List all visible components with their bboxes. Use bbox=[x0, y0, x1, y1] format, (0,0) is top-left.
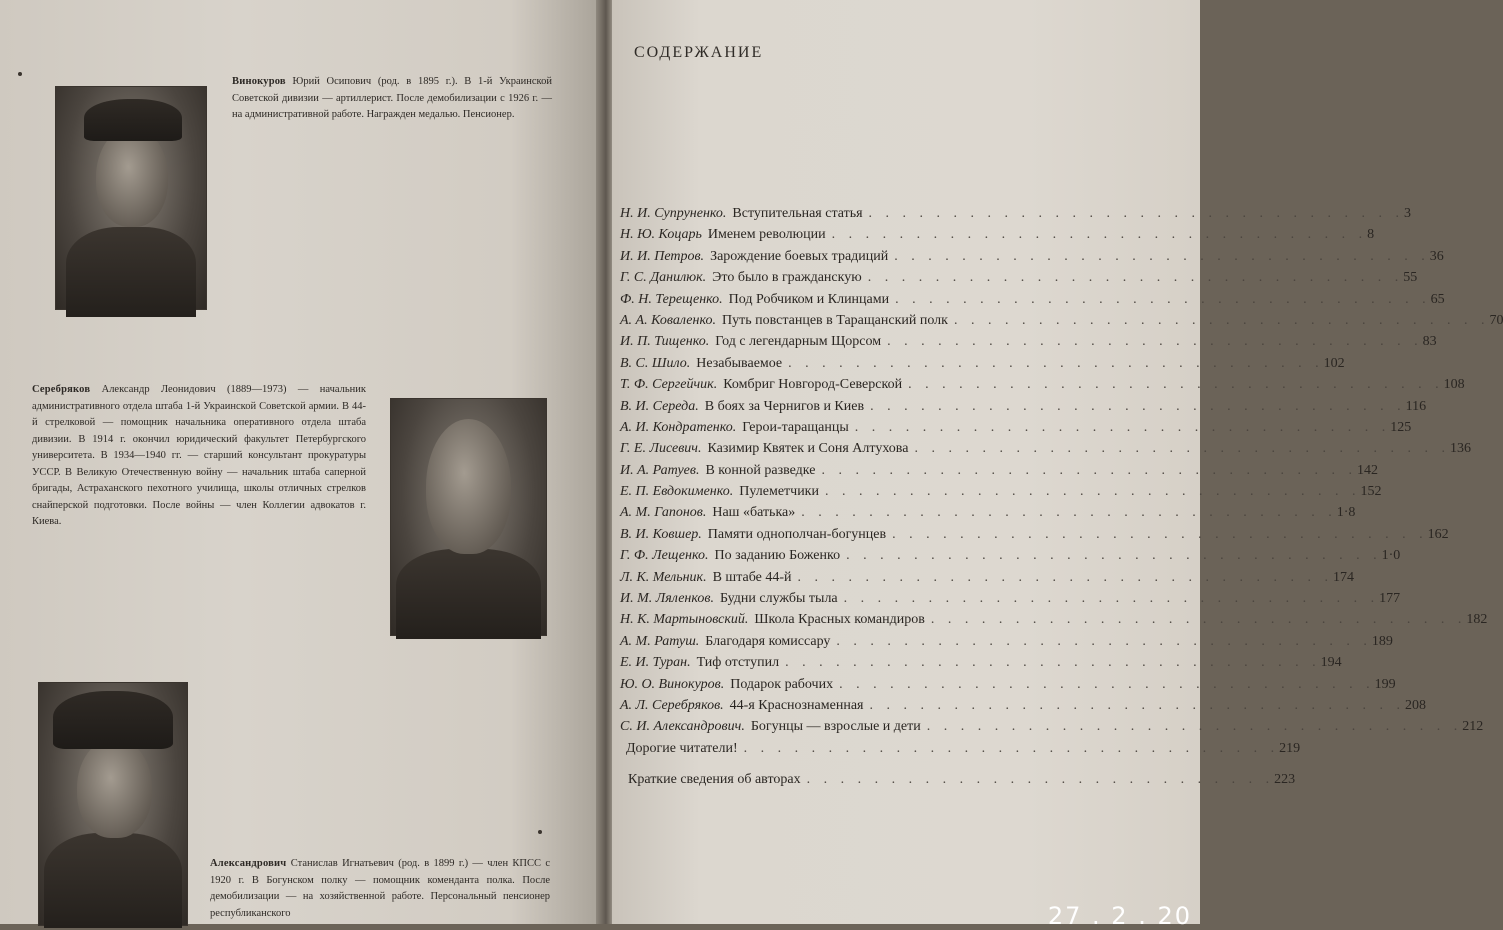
toc-page-number: 212 bbox=[1462, 719, 1484, 735]
toc-author: С. И. Александрович. bbox=[620, 719, 745, 735]
toc-page-number: 142 bbox=[1356, 462, 1378, 478]
toc-title: Герои-таращанцы bbox=[742, 419, 849, 435]
toc-entry bbox=[620, 524, 1449, 545]
toc-title: Зарождение боевых традиций bbox=[710, 248, 889, 264]
toc-page-number: 108 bbox=[1443, 377, 1465, 393]
toc-title: По заданию Боженко bbox=[714, 548, 841, 564]
toc-page-number: 1·8 bbox=[1336, 505, 1356, 521]
toc-entry-authors bbox=[620, 769, 1296, 790]
toc-leader: . . . . . . . . . . . . . . . . . . . . . . . . . . . . . . . . bbox=[846, 548, 1382, 564]
toc-author: Н. И. Супруненко. bbox=[620, 206, 727, 221]
toc-leader: . . . . . . . . . . . . . . . . . . . . . . . . . . . . . . . . bbox=[843, 591, 1380, 607]
toc-author: В. И. Ковшер. bbox=[620, 526, 702, 542]
bio-name: Александрович bbox=[210, 858, 287, 869]
toc-entry bbox=[620, 588, 1401, 609]
toc-title: Именем революции bbox=[707, 227, 826, 243]
toc-title: 44-я Краснознаменная bbox=[729, 697, 864, 713]
toc-page-number: 8 bbox=[1367, 227, 1375, 243]
bio-name: Винокуров bbox=[232, 76, 286, 87]
toc-leader: . . . . . . . . . . . . . . . . . . . . . . . . . . . . . . . . bbox=[743, 740, 1280, 756]
toc-leader: . . . . . . . . . . . . . . . . . . . . . . . . . . . . . . . . bbox=[892, 526, 1428, 542]
toc-entry bbox=[620, 652, 1342, 673]
toc-page-number: 136 bbox=[1449, 441, 1471, 457]
toc-author: Г. Е. Лисевич. bbox=[620, 441, 702, 457]
toc-page-number: 152 bbox=[1360, 484, 1382, 500]
toc-entry bbox=[620, 396, 1427, 417]
toc-entry bbox=[620, 289, 1445, 310]
toc-author: А. Л. Серебряков. bbox=[620, 697, 724, 713]
toc-leader: . . . . . . . . . . . . . . . . . . . . . . . . . . . . . . . . bbox=[821, 462, 1357, 478]
toc-leader: . . . . . . . . . . . . . . . . . . . . . . . . . . . . . . . . bbox=[908, 377, 1444, 393]
bio-name: Серебряков bbox=[32, 384, 91, 395]
toc-title: Дорогие читатели! bbox=[626, 740, 738, 756]
toc-author: Ф. Н. Терещенко. bbox=[620, 291, 723, 307]
toc-leader: . . . . . . . . . . . . . . . . . . . . . . . . . . . . . . . . bbox=[914, 441, 1450, 457]
toc-entry bbox=[620, 246, 1444, 267]
portrait-photo-vinokurov bbox=[55, 86, 207, 310]
toc-title: Вступительная статья bbox=[732, 206, 863, 221]
toc-page-number: 182 bbox=[1466, 612, 1488, 628]
toc-page-number: 177 bbox=[1379, 591, 1401, 607]
toc-title: Памяти однополчан-богунцев bbox=[707, 526, 887, 542]
toc-entry bbox=[620, 716, 1484, 737]
toc-page-number: 36 bbox=[1429, 248, 1444, 264]
bio-text: Александр Леонидович (1889—1973) — начальник административного отдела штаба 1-й Украинской Советской армии. В 44-й стрелковой — помощник начальника оперативного отдела штаба дивизии. В 1914 г. окончил юридический факультет Петербургского университета. В 1934—1940 гг. — старший консультант прокуратуры УССР. В Великую Отечественную войну — начальник штаба саперной бригады, Астраханского пехотного училища, школы отличных стрелков снайперской подготовки. После войны — член Коллегии адвокатов г. Киева. bbox=[32, 384, 367, 527]
toc-author: А. М. Гапонов. bbox=[620, 505, 707, 521]
toc-author: Н. Ю. Коцарь bbox=[620, 227, 702, 243]
toc-title: Комбриг Новгород-Северской bbox=[723, 377, 903, 393]
toc-entry bbox=[620, 417, 1412, 438]
toc-page-number: 3 bbox=[1404, 206, 1412, 221]
toc-author: Н. К. Мартыновский. bbox=[620, 612, 749, 628]
toc-title: Краткие сведения об авторах bbox=[628, 772, 801, 788]
toc-author: И. И. Петров. bbox=[620, 248, 705, 264]
toc-entry bbox=[620, 353, 1345, 374]
toc-title: Наш «батька» bbox=[712, 505, 796, 521]
toc-title: Под Робчиком и Клинцами bbox=[728, 291, 890, 307]
toc-author: А. А. Коваленко. bbox=[620, 312, 716, 328]
toc-leader: . . . . . . . . . . . . . . . . . . . . . . . . . . . . . . . . bbox=[836, 633, 1372, 649]
toc-page-number: 125 bbox=[1390, 419, 1412, 435]
toc-title: Это было в гражданскую bbox=[712, 270, 862, 286]
toc-leader: . . . . . . . . . . . . . . . . . . . . . . . . . . . . . . . . bbox=[953, 312, 1490, 328]
toc-leader: . . . . . . . . . . . . . . . . . . . . . . . . . . . . . . . . bbox=[797, 569, 1334, 585]
toc-page-number: 102 bbox=[1323, 355, 1345, 371]
toc-title: В боях за Чернигов и Киев bbox=[704, 398, 865, 414]
toc-title: Будни службы тыла bbox=[719, 591, 838, 607]
toc-author: Л. К. Мельник. bbox=[620, 569, 707, 585]
toc-page-number: 55 bbox=[1403, 270, 1418, 286]
bio-aleksandrovich bbox=[210, 856, 550, 922]
toc-leader: . . . . . . . . . . . . . . . . . . . . . . . . . . . . bbox=[806, 772, 1275, 788]
toc-entry bbox=[620, 224, 1375, 245]
portrait-photo-aleksandrovich bbox=[38, 682, 188, 926]
toc-page-number: 83 bbox=[1422, 334, 1437, 350]
toc-title: Год с легендарным Щорсом bbox=[715, 334, 882, 350]
toc-author: Е. И. Туран. bbox=[620, 655, 691, 671]
toc-leader: . . . . . . . . . . . . . . . . . . . . . . . . . . . . . . . . bbox=[887, 334, 1423, 350]
toc-leader: . . . . . . . . . . . . . . . . . . . . . . . . . . . . . . . . bbox=[867, 270, 1404, 286]
page-speck bbox=[538, 830, 542, 834]
toc-leader: . . . . . . . . . . . . . . . . . . . . . . . . . . . . . . . . bbox=[801, 505, 1337, 521]
toc-author: В. И. Середа. bbox=[620, 398, 699, 414]
right-page bbox=[612, 0, 1503, 930]
toc-author: Г. С. Данилюк. bbox=[620, 270, 707, 286]
toc-title: Благодаря комиссару bbox=[705, 633, 831, 649]
toc-title: Тиф отступил bbox=[696, 655, 780, 671]
toc-leader: . . . . . . . . . . . . . . . . . . . . . . . . . . . . . . . . bbox=[788, 355, 1324, 371]
toc-page-number: 223 bbox=[1274, 772, 1296, 788]
toc-leader: . . . . . . . . . . . . . . . . . . . . . . . . . . . . . . . . bbox=[785, 655, 1321, 671]
toc-leader: . . . . . . . . . . . . . . . . . . . . . . . . . . . . . . . . bbox=[831, 227, 1368, 243]
toc-page-number: 194 bbox=[1320, 655, 1342, 671]
toc-title: Путь повстанцев в Таращанский полк bbox=[721, 312, 948, 328]
toc-leader: . . . . . . . . . . . . . . . . . . . . . . . . . . . . . . . . bbox=[869, 697, 1405, 713]
toc-author: Г. Ф. Лещенко. bbox=[620, 548, 709, 564]
toc-author: Е. П. Евдокименко. bbox=[620, 484, 734, 500]
toc-title: Незабываемое bbox=[696, 355, 783, 371]
toc-page-number: 162 bbox=[1427, 526, 1449, 542]
toc-title: Школа Красных командиров bbox=[754, 612, 925, 628]
toc-leader: . . . . . . . . . . . . . . . . . . . . . . . . . . . . . . . . bbox=[894, 248, 1430, 264]
bio-text: Юрий Осипович (род. в 1895 г.). В 1-й Украинской Советской дивизии — артиллерист. После демобилизации с 1926 г. — на административной работе. Награжден медалью. Пенсионер. bbox=[232, 76, 552, 120]
toc-page-number: 65 bbox=[1430, 291, 1445, 307]
toc-author: Т. Ф. Сергейчик. bbox=[620, 377, 718, 393]
toc-page-number: 70 bbox=[1489, 312, 1503, 328]
bio-serebryakov bbox=[32, 382, 366, 531]
bio-text: Станислав Игнатьевич (род. в 1899 г.) — член КПСС с 1920 г. В Богунском полку — помощник коменданта полка. После демобилизации — на хозяйственной работе. Персональный пенсионер республиканского bbox=[210, 858, 550, 919]
toc-author: А. И. Кондратенко. bbox=[620, 419, 737, 435]
page-speck bbox=[18, 72, 22, 76]
toc-entry bbox=[620, 567, 1355, 588]
toc-title: Казимир Квятек и Соня Алтухова bbox=[707, 441, 909, 457]
toc-leader: . . . . . . . . . . . . . . . . . . . . . . . . . . . . . . . . bbox=[839, 676, 1375, 692]
left-page bbox=[0, 0, 600, 924]
toc-entry bbox=[620, 374, 1465, 395]
toc-entry bbox=[620, 545, 1401, 566]
toc-page-number: 199 bbox=[1374, 676, 1396, 692]
toc-entry bbox=[620, 609, 1488, 630]
toc-page-number: 1·0 bbox=[1381, 548, 1401, 564]
toc-leader: . . . . . . . . . . . . . . . . . . . . . . . . . . . . . . . . bbox=[870, 398, 1406, 414]
toc-author: И. А. Ратуев. bbox=[620, 462, 700, 478]
toc-entry bbox=[620, 695, 1426, 716]
toc-entry bbox=[620, 438, 1471, 459]
toc-title: Подарок рабочих bbox=[730, 676, 834, 692]
toc-author: Ю. О. Винокуров. bbox=[620, 676, 725, 692]
toc-page-number: 116 bbox=[1405, 398, 1427, 414]
date-stamp: 27 . 2 . 20 bbox=[1047, 902, 1192, 930]
toc-title: Пулеметчики bbox=[739, 484, 819, 500]
toc-entry bbox=[620, 267, 1418, 288]
toc-leader: . . . . . . . . . . . . . . . . . . . . . . . . . . . . . . . . bbox=[868, 206, 1405, 221]
toc-entry bbox=[620, 738, 1301, 759]
toc-author: В. С. Шило. bbox=[620, 355, 691, 371]
toc-leader: . . . . . . . . . . . . . . . . . . . . . . . . . . . . . . . . bbox=[824, 484, 1361, 500]
toc-entry bbox=[620, 460, 1378, 481]
toc-page-number: 219 bbox=[1279, 740, 1301, 756]
toc-page-number: 174 bbox=[1333, 569, 1355, 585]
toc-entry bbox=[620, 631, 1393, 652]
toc-leader: . . . . . . . . . . . . . . . . . . . . . . . . . . . . . . . . bbox=[926, 719, 1463, 735]
toc-author: А. М. Ратуш. bbox=[620, 633, 700, 649]
toc-page-number: 208 bbox=[1404, 697, 1426, 713]
toc-page-number: 189 bbox=[1371, 633, 1393, 649]
toc-entry bbox=[620, 481, 1382, 502]
contents-title: СОДЕРЖАНИЕ bbox=[634, 44, 764, 61]
toc-author: И. М. Ляленков. bbox=[620, 591, 714, 607]
toc-leader: . . . . . . . . . . . . . . . . . . . . . . . . . . . . . . . . bbox=[895, 291, 1431, 307]
toc-author: И. П. Тищенко. bbox=[620, 334, 710, 350]
toc-title: В конной разведке bbox=[705, 462, 816, 478]
table-of-contents bbox=[620, 203, 1503, 791]
toc-title: В штабе 44-й bbox=[712, 569, 792, 585]
toc-entry bbox=[620, 502, 1356, 523]
toc-leader: . . . . . . . . . . . . . . . . . . . . . . . . . . . . . . . . bbox=[930, 612, 1467, 628]
toc-title: Богунцы — взрослые и дети bbox=[750, 719, 921, 735]
bio-vinokurov bbox=[232, 74, 552, 124]
portrait-photo-serebryakov bbox=[390, 398, 547, 636]
toc-leader: . . . . . . . . . . . . . . . . . . . . . . . . . . . . . . . . bbox=[854, 419, 1391, 435]
toc-entry bbox=[620, 674, 1396, 695]
toc-entry bbox=[620, 310, 1503, 331]
toc-entry bbox=[620, 331, 1437, 352]
toc-entry bbox=[620, 203, 1412, 224]
